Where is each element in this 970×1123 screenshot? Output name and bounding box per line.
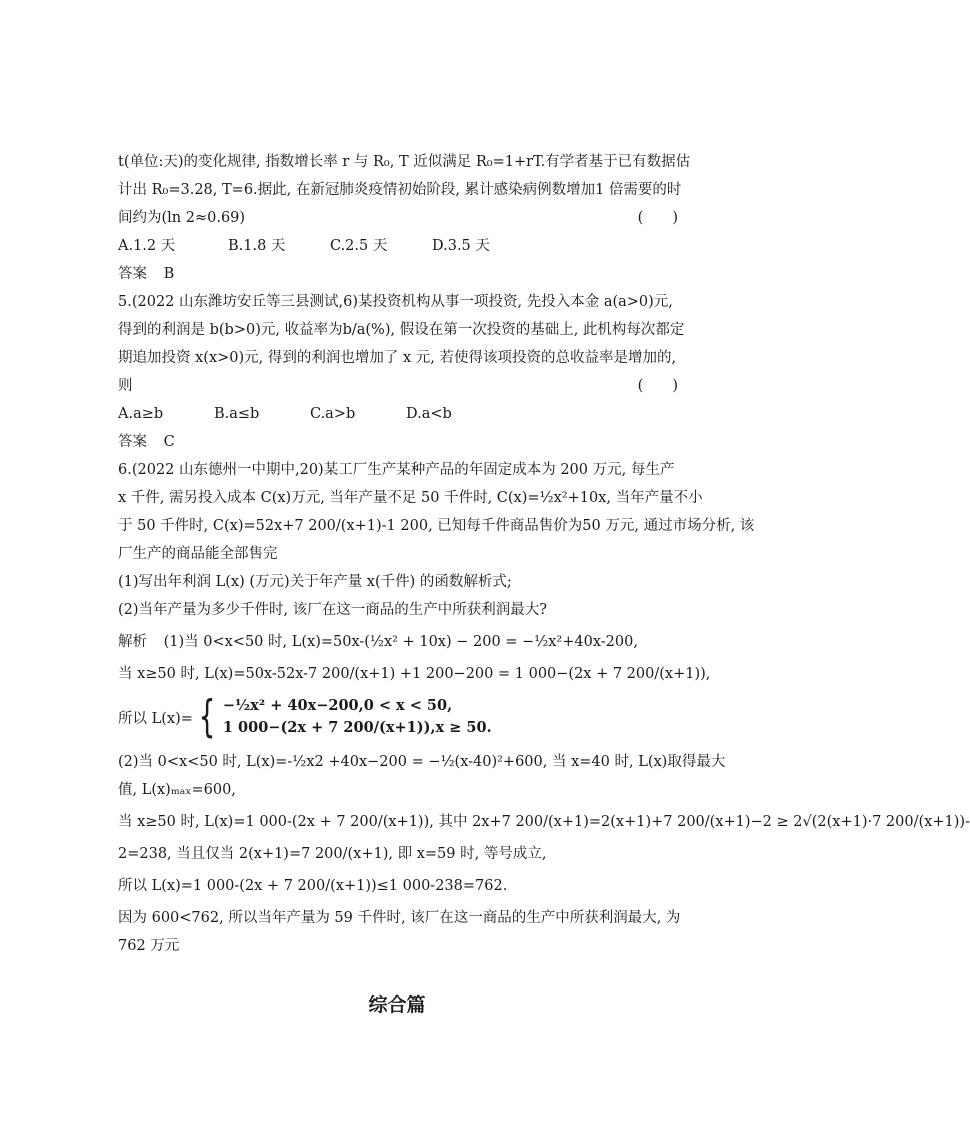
- p5-options: [118, 400, 678, 428]
- p5-line-1: 5.(2022 山东潍坊安丘等三县测试,6)某投资机构从事一项投资, 先投入本金 a(a>0)元,: [118, 294, 673, 310]
- p4-option-a: A.1.2 天: [118, 238, 176, 254]
- piecewise-cases: [223, 695, 492, 739]
- p5-answer-value: C: [163, 434, 175, 450]
- p6-solution-9: 因为 600<762, 所以当年产量为 59 千件时, 该厂在这一商品的生产中所获利润最大, 为: [118, 910, 681, 926]
- p6-solution-2: 当 x≥50 时, L(x)=50x-52x-7 200/(x+1) +1 200−200 = 1 000−(2x + 7 200/(x+1)),: [118, 666, 711, 682]
- piecewise-case-1: −½x² + 40x−200,0 < x < 50,: [222, 697, 453, 714]
- p6-line-2: x 千件, 需另投入成本 C(x)万元, 当年产量不足 50 千件时, C(x)=½x²+10x, 当年产量不小: [118, 490, 703, 506]
- p5-answer: [118, 428, 678, 456]
- piecewise-case-2: 1 000−(2x + 7 200/(x+1)),x ≥ 50.: [222, 719, 492, 736]
- p5-line-4: [118, 372, 678, 400]
- p4-line-3: [118, 204, 678, 232]
- p6-line-4: 厂生产的商品能全部售完: [118, 546, 278, 562]
- document-body: [118, 148, 970, 960]
- p6-question-2: (2)当年产量为多少千件时, 该厂在这一商品的生产中所获利润最大?: [118, 602, 548, 618]
- p6-solution-1: [118, 628, 678, 656]
- p5-answer-paren: ( ): [637, 378, 678, 394]
- p4-line-3-text: 间约为(ln 2≈0.69): [118, 210, 246, 226]
- piecewise-brace: {: [198, 691, 216, 742]
- p6-piecewise-prefix: 所以 L(x)=: [118, 710, 193, 727]
- p4-answer-label: 答案: [118, 266, 147, 282]
- p6-solution-1-text: (1)当 0<x<50 时, L(x)=50x-(½x² + 10x) − 200 = −½x²+40x-200,: [163, 634, 638, 650]
- p5-option-d: D.a<b: [406, 406, 452, 422]
- p4-answer-value: B: [163, 266, 175, 282]
- p6-question-1: (1)写出年利润 L(x) (万元)关于年产量 x(千件) 的函数解析式;: [118, 574, 512, 590]
- p6-solution-6: 当 x≥50 时, L(x)=1 000-(2x + 7 200/(x+1)), 其中 2x+7 200/(x+1)=2(x+1)+7 200/(x+1)−2 ≥ 2√(2(x+1)·7 200/(x+1))-: [118, 814, 970, 830]
- p5-line-4-text: 则: [118, 378, 133, 394]
- p4-option-b: B.1.8 天: [228, 238, 286, 254]
- p4-line-2: 计出 R₀=3.28, T=6.据此, 在新冠肺炎疫情初始阶段, 累计感染病例数增加1 倍需要的时: [118, 182, 682, 198]
- p5-line-2: 得到的利润是 b(b>0)元, 收益率为b/a(%), 假设在第一次投资的基础上, 此机构每次都定: [118, 322, 685, 338]
- p5-option-c: C.a>b: [310, 406, 356, 422]
- p6-solution-8: 所以 L(x)=1 000-(2x + 7 200/(x+1))≤1 000-238=762.: [118, 878, 508, 894]
- p6-line-3: 于 50 千件时, C(x)=52x+7 200/(x+1)-1 200, 已知每千件商品售价为50 万元, 通过市场分析, 该: [118, 518, 755, 534]
- section-title: 综合篇: [368, 994, 426, 1016]
- p5-line-3: 期追加投资 x(x>0)元, 得到的利润也增加了 x 元, 若使得该项投资的总收益率是增加的,: [118, 350, 677, 366]
- p6-piecewise: [118, 692, 678, 742]
- p5-option-a: A.a≥b: [118, 406, 164, 422]
- p4-line-1: t(单位:天)的变化规律, 指数增长率 r 与 R₀, T 近似满足 R₀=1+rT.有学者基于已有数据估: [118, 154, 691, 170]
- p5-option-b: B.a≤b: [214, 406, 260, 422]
- p6-solution-10: 762 万元: [118, 938, 180, 954]
- p6-line-1: 6.(2022 山东德州一中期中,20)某工厂生产某种产品的年固定成本为 200 万元, 每生产: [118, 462, 675, 478]
- p4-options: [118, 232, 678, 260]
- p5-answer-label: 答案: [118, 434, 147, 450]
- p6-solution-4: (2)当 0<x<50 时, L(x)=-½x2 +40x−200 = −½(x-40)²+600, 当 x=40 时, L(x)取得最大: [118, 754, 726, 770]
- p4-option-d: D.3.5 天: [432, 238, 490, 254]
- p4-option-c: C.2.5 天: [330, 238, 388, 254]
- p6-solution-label: 解析: [118, 634, 147, 650]
- p4-answer: [118, 260, 678, 288]
- p6-solution-5: 值, L(x)ₘₐₓ=600,: [118, 782, 236, 798]
- p4-answer-paren: ( ): [637, 210, 678, 226]
- p6-solution-7: 2=238, 当且仅当 2(x+1)=7 200/(x+1), 即 x=59 时, 等号成立,: [118, 846, 547, 862]
